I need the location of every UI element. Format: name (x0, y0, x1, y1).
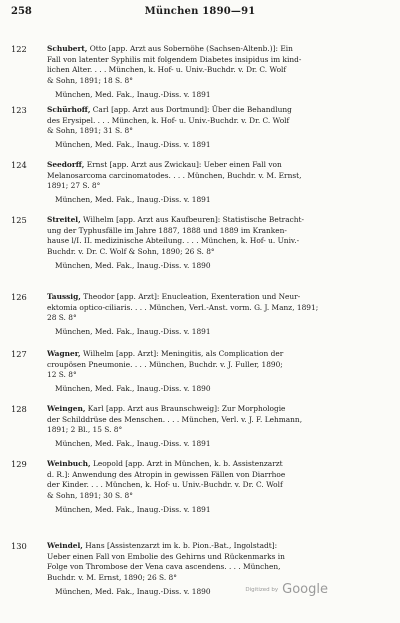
entry-line: 12 S. 8° (47, 370, 77, 380)
dissertation-note: München, Med. Fak., Inaug.-Diss. v. 1891 (55, 195, 211, 205)
entry-line: Melanosarcoma carcinomatodes. . . . München, Buchdr. v. M. Ernst, (47, 170, 302, 180)
entry-line: d. R.]: Anwendung des Atropin in gewissen Fällen von Diarrhoe (47, 469, 286, 479)
entry-line: & Sohn, 1891; 31 S. 8° (47, 126, 133, 136)
entry-title-text: Carl [app. Arzt aus Dortmund]: Über die Behandlung (92, 105, 292, 114)
entry-line: der Kinder. . . . München, k. Hof- u. Univ.-Buchdr. v. Dr. C. Wolf (47, 480, 283, 490)
entry-title-text: Wilhelm [app. Arzt aus Kaufbeuren]: Statistische Betracht- (83, 215, 304, 224)
entry-line: der Schilddrüse des Menschen. . . . München, Verl. v. J. F. Lehmann, (47, 414, 303, 424)
author-name: Schubert, (47, 44, 88, 53)
entry-line: Buchdr. v. Dr. C. Wolf & Sohn, 1890; 26 S. 8° (47, 247, 215, 257)
entry-number: 122 (11, 44, 27, 54)
entry-title-text: Otto [app. Arzt aus Sobernöhe (Sachsen-Altenb.)]: Ein (89, 44, 293, 53)
author-name: Seedorff, (47, 160, 85, 169)
google-watermark (245, 579, 328, 598)
entry-title-text: Wilhelm [app. Arzt]: Meningitis, als Complication der (82, 349, 284, 358)
dissertation-note: München, Med. Fak., Inaug.-Diss. v. 1890 (55, 586, 211, 596)
entry-line (47, 105, 392, 116)
entry-title-text: Hans [Assistenzarzt im k. b. Pion.-Bat., Ingolstadt]: (85, 541, 278, 550)
entry-title-text: Theodor [app. Arzt]: Enucleation, Exenteration und Neur- (83, 292, 301, 301)
entry-line (47, 404, 392, 415)
watermark-prefix: Digitized by (245, 586, 279, 593)
dissertation-note: München, Med. Fak., Inaug.-Diss. v. 1891 (55, 439, 211, 449)
entry-text (47, 459, 392, 516)
entry-line (47, 44, 392, 55)
entry-text (47, 404, 392, 450)
entry-line: Buchdr. v. M. Ernst, 1890; 26 S. 8° (47, 573, 177, 583)
entry-line: & Sohn, 1891; 30 S. 8° (47, 491, 133, 501)
entry-line: & Sohn, 1891; 18 S. 8° (47, 76, 133, 86)
entry-line (47, 541, 392, 552)
entry-line (47, 215, 392, 226)
entry-number: 123 (11, 105, 27, 115)
entry-title-text: Leopold [app. Arzt in München, k. b. Assistenzarzt (92, 459, 283, 468)
dissertation-note: München, Med. Fak., Inaug.-Diss. v. 1891 (55, 140, 211, 150)
entry-number: 124 (11, 160, 27, 170)
entry-line: des Erysipel. . . . München, k. Hof- u. Univ.-Buchdr. v. Dr. C. Wolf (47, 115, 290, 125)
author-name: Streitel, (47, 215, 81, 224)
dissertation-note: München, Med. Fak., Inaug.-Diss. v. 1890 (55, 384, 211, 394)
entry-number: 129 (11, 459, 27, 469)
running-title: München 1890—91 (144, 6, 256, 17)
page-header (0, 2, 400, 22)
author-name: Wagner, (47, 349, 81, 358)
entry-text (47, 349, 392, 395)
google-logo: Google (282, 582, 328, 597)
dissertation-note: München, Med. Fak., Inaug.-Diss. v. 1891 (55, 327, 211, 337)
entry-text (47, 215, 392, 272)
entry-line (47, 459, 392, 470)
dissertation-note: München, Med. Fak., Inaug.-Diss. v. 1891 (55, 504, 211, 514)
entry-text (47, 541, 392, 598)
entry-text (47, 160, 392, 206)
dissertation-note: München, Med. Fak., Inaug.-Diss. v. 1891 (55, 89, 211, 99)
entry-line: 1891; 27 S. 8° (47, 181, 101, 191)
author-name: Taussig, (47, 292, 81, 301)
entry-text (47, 105, 392, 151)
entry-text (47, 292, 392, 338)
entry-line: 28 S. 8° (47, 313, 77, 323)
entry-line: 1891; 2 Bl., 15 S. 8° (47, 425, 123, 435)
author-name: Weinbuch, (47, 459, 91, 468)
entry-line: ung der Typhusfälle im Jahre 1887, 1888 und 1889 im Kranken- (47, 225, 287, 235)
entry-title-text: Ernst [app. Arzt aus Zwickau]: Ueber einen Fall von (86, 160, 282, 169)
author-name: Weingen, (47, 404, 86, 413)
entry-line: Ueber einen Fall von Embolie des Gehirns und Rückenmarks in (47, 551, 285, 561)
entry-line (47, 292, 392, 303)
entry-number: 126 (11, 292, 27, 302)
entry-line (47, 160, 392, 171)
entry-number: 128 (11, 404, 27, 414)
entry-text (47, 44, 392, 101)
entry-line: hause l/I. II. medizinische Abteilung. . . . München, k. Hof- u. Univ.- (47, 236, 300, 246)
author-name: Schürhoff, (47, 105, 91, 114)
entry-line (47, 349, 392, 360)
entry-title-text: Karl [app. Arzt aus Braunschweig]: Zur Morphologie (87, 404, 286, 413)
entry-number: 130 (11, 541, 27, 551)
entry-line: Folge von Thrombose der Vena cava ascendens. . . . München, (47, 562, 281, 572)
author-name: Weindel, (47, 541, 83, 550)
page-number: 258 (11, 6, 32, 17)
entry-number: 127 (11, 349, 27, 359)
entry-line: ektomia optico-ciliaris. . . . München, Verl.-Anst. vorm. G. J. Manz, 1891; (47, 302, 319, 312)
dissertation-note: München, Med. Fak., Inaug.-Diss. v. 1890 (55, 260, 211, 270)
entry-line: croupösen Pneumonie. . . . München, Buchdr. v. J. Fuller, 1890; (47, 359, 283, 369)
entry-line: Fall von latenter Syphilis mit folgendem Diabetes insipidus im kind- (47, 54, 302, 64)
entry-number: 125 (11, 215, 27, 225)
entry-line: lichen Alter. . . . München, k. Hof- u. Univ.-Buchdr. v. Dr. C. Wolf (47, 65, 287, 75)
